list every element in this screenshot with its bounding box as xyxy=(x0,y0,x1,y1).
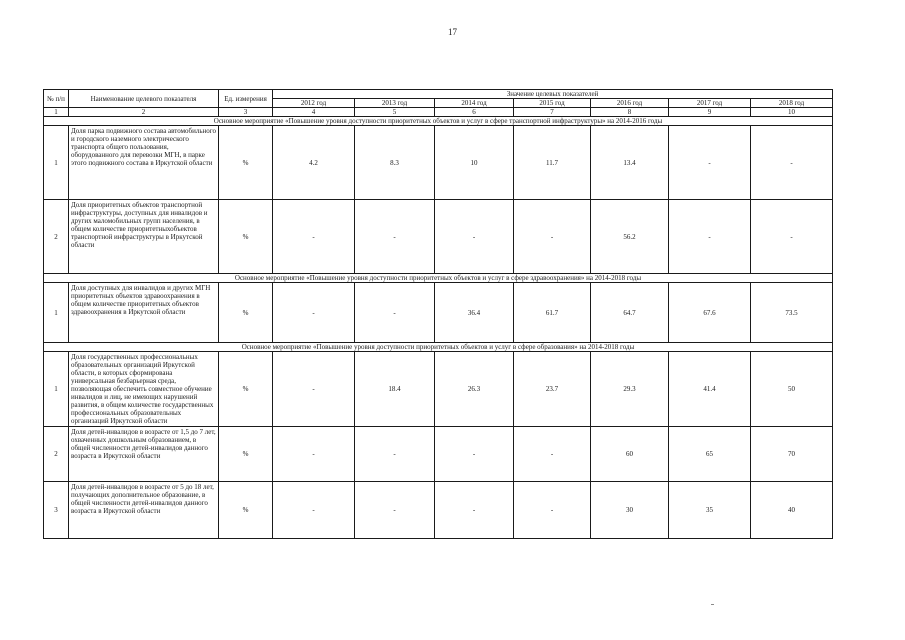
indicator-value: 36.4 xyxy=(435,283,514,343)
indicator-value: - xyxy=(669,200,751,274)
unit: % xyxy=(219,482,273,539)
page-number: 17 xyxy=(448,27,457,37)
indicator-name: Доля парка подвижного состава автомобильного и городского наземного электрического транспорта общего пользования, оборудованного для перевозки МГН, в парке этого подвижного состава в Иркутской области xyxy=(69,126,219,200)
column-number: 9 xyxy=(669,108,751,117)
indicator-value: - xyxy=(669,126,751,200)
unit: % xyxy=(219,126,273,200)
indicator-value: - xyxy=(435,482,514,539)
indicator-value: - xyxy=(514,482,591,539)
row-number: 2 xyxy=(44,427,69,482)
indicator-value: 35 xyxy=(669,482,751,539)
column-number: 1 xyxy=(44,108,69,117)
indicator-value: - xyxy=(751,200,833,274)
indicator-value: - xyxy=(273,283,355,343)
header-year: 2014 год xyxy=(435,99,514,108)
column-number: 6 xyxy=(435,108,514,117)
indicator-value: 65 xyxy=(669,427,751,482)
indicator-name: Доля приоритетных объектов транспортной инфраструктуры, доступных для инвалидов и других маломобильных групп населения, в общем количестве приоритетныхобъектов транспортной инфраструктуры в Иркутской области xyxy=(69,200,219,274)
indicator-value: 61.7 xyxy=(514,283,591,343)
row-number: 1 xyxy=(44,352,69,427)
table-row xyxy=(44,352,833,427)
indicator-value: - xyxy=(273,352,355,427)
header-values: Значение целевых показателей xyxy=(273,90,833,99)
indicator-value: - xyxy=(355,427,435,482)
indicator-value: 50 xyxy=(751,352,833,427)
table-row xyxy=(44,200,833,274)
indicator-value: 41.4 xyxy=(669,352,751,427)
column-number: 10 xyxy=(751,108,833,117)
column-number: 7 xyxy=(514,108,591,117)
indicator-value: 64.7 xyxy=(591,283,669,343)
scan-mark xyxy=(711,604,714,605)
row-number: 3 xyxy=(44,482,69,539)
column-number: 4 xyxy=(273,108,355,117)
header-num: № п/п xyxy=(44,90,69,108)
table-row xyxy=(44,283,833,343)
section-title: Основное мероприятие «Повышение уровня доступности приоритетных объектов и услуг в сфере образования» на 2014-2018 годы xyxy=(44,343,833,352)
indicator-value: - xyxy=(435,427,514,482)
table-row xyxy=(44,482,833,539)
header-year: 2013 год xyxy=(355,99,435,108)
indicator-value: 11.7 xyxy=(514,126,591,200)
indicator-value: - xyxy=(435,200,514,274)
indicator-value: - xyxy=(355,482,435,539)
indicator-value: - xyxy=(514,200,591,274)
indicator-name: Доля доступных для инвалидов и других МГН приоритетных объектов здравоохранения в общем количестве приоритетных объектов здравоохранения в Иркутской области xyxy=(69,283,219,343)
indicator-value: - xyxy=(355,200,435,274)
indicator-name: Доля государственных профессиональных образовательных организаций Иркутской области, в которых сформирована универсальная безбарьерная среда, позволяющая обеспечить совместное обучение инвалидов и лиц, не имеющих нарушений развития, в общем количестве государственных профессиональных образовательных организаций Иркутской области xyxy=(69,352,219,427)
column-number: 5 xyxy=(355,108,435,117)
header-year: 2016 год xyxy=(591,99,669,108)
table-row xyxy=(44,427,833,482)
table-row xyxy=(44,126,833,200)
indicator-value: 30 xyxy=(591,482,669,539)
indicator-value: 67.6 xyxy=(669,283,751,343)
column-number: 3 xyxy=(219,108,273,117)
row-number: 1 xyxy=(44,126,69,200)
row-number: 2 xyxy=(44,200,69,274)
indicator-value: 18.4 xyxy=(355,352,435,427)
indicator-value: 13.4 xyxy=(591,126,669,200)
header-year: 2017 год xyxy=(669,99,751,108)
target-indicators-table xyxy=(43,89,833,539)
indicator-value: 73.5 xyxy=(751,283,833,343)
indicator-value: - xyxy=(273,200,355,274)
indicator-value: 26.3 xyxy=(435,352,514,427)
column-number: 8 xyxy=(591,108,669,117)
indicator-value: 70 xyxy=(751,427,833,482)
header-unit: Ед. измерения xyxy=(219,90,273,108)
indicator-name: Доля детей-инвалидов в возрасте от 1,5 до 7 лет, охваченных дошкольным образованием, в общей численности детей-инвалидов данного возраста в Иркутской области xyxy=(69,427,219,482)
indicator-value: 29.3 xyxy=(591,352,669,427)
indicator-name: Доля детей-инвалидов в возрасте от 5 до 18 лет, получающих дополнительное образование, в общей численности детей-инвалидов данного возраста в Иркутской области xyxy=(69,482,219,539)
header-year: 2018 год xyxy=(751,99,833,108)
indicator-value: - xyxy=(273,482,355,539)
indicator-value: - xyxy=(355,283,435,343)
section-title: Основное мероприятие «Повышение уровня доступности приоритетных объектов и услуг в сфере транспортной инфраструктуры» на 2014-2016 годы xyxy=(44,117,833,126)
unit: % xyxy=(219,352,273,427)
unit: % xyxy=(219,427,273,482)
header-year: 2012 год xyxy=(273,99,355,108)
indicator-value: - xyxy=(514,427,591,482)
indicator-value: 60 xyxy=(591,427,669,482)
header-row xyxy=(44,90,833,99)
section-row xyxy=(44,343,833,352)
unit: % xyxy=(219,283,273,343)
header-year: 2015 год xyxy=(514,99,591,108)
indicator-value: 23.7 xyxy=(514,352,591,427)
section-title: Основное мероприятие «Повышение уровня доступности приоритетных объектов и услуг в сфере здравоохранения» на 2014-2018 годы xyxy=(44,274,833,283)
indicator-value: 4.2 xyxy=(273,126,355,200)
indicator-value: 10 xyxy=(435,126,514,200)
column-numbers-row xyxy=(44,108,833,117)
unit: % xyxy=(219,200,273,274)
indicator-value: 40 xyxy=(751,482,833,539)
header-name: Наименование целевого показателя xyxy=(69,90,219,108)
section-row xyxy=(44,117,833,126)
indicator-value: 56.2 xyxy=(591,200,669,274)
indicator-value: - xyxy=(273,427,355,482)
indicator-value: - xyxy=(751,126,833,200)
column-number: 2 xyxy=(69,108,219,117)
indicator-value: 8.3 xyxy=(355,126,435,200)
row-number: 1 xyxy=(44,283,69,343)
section-row xyxy=(44,274,833,283)
